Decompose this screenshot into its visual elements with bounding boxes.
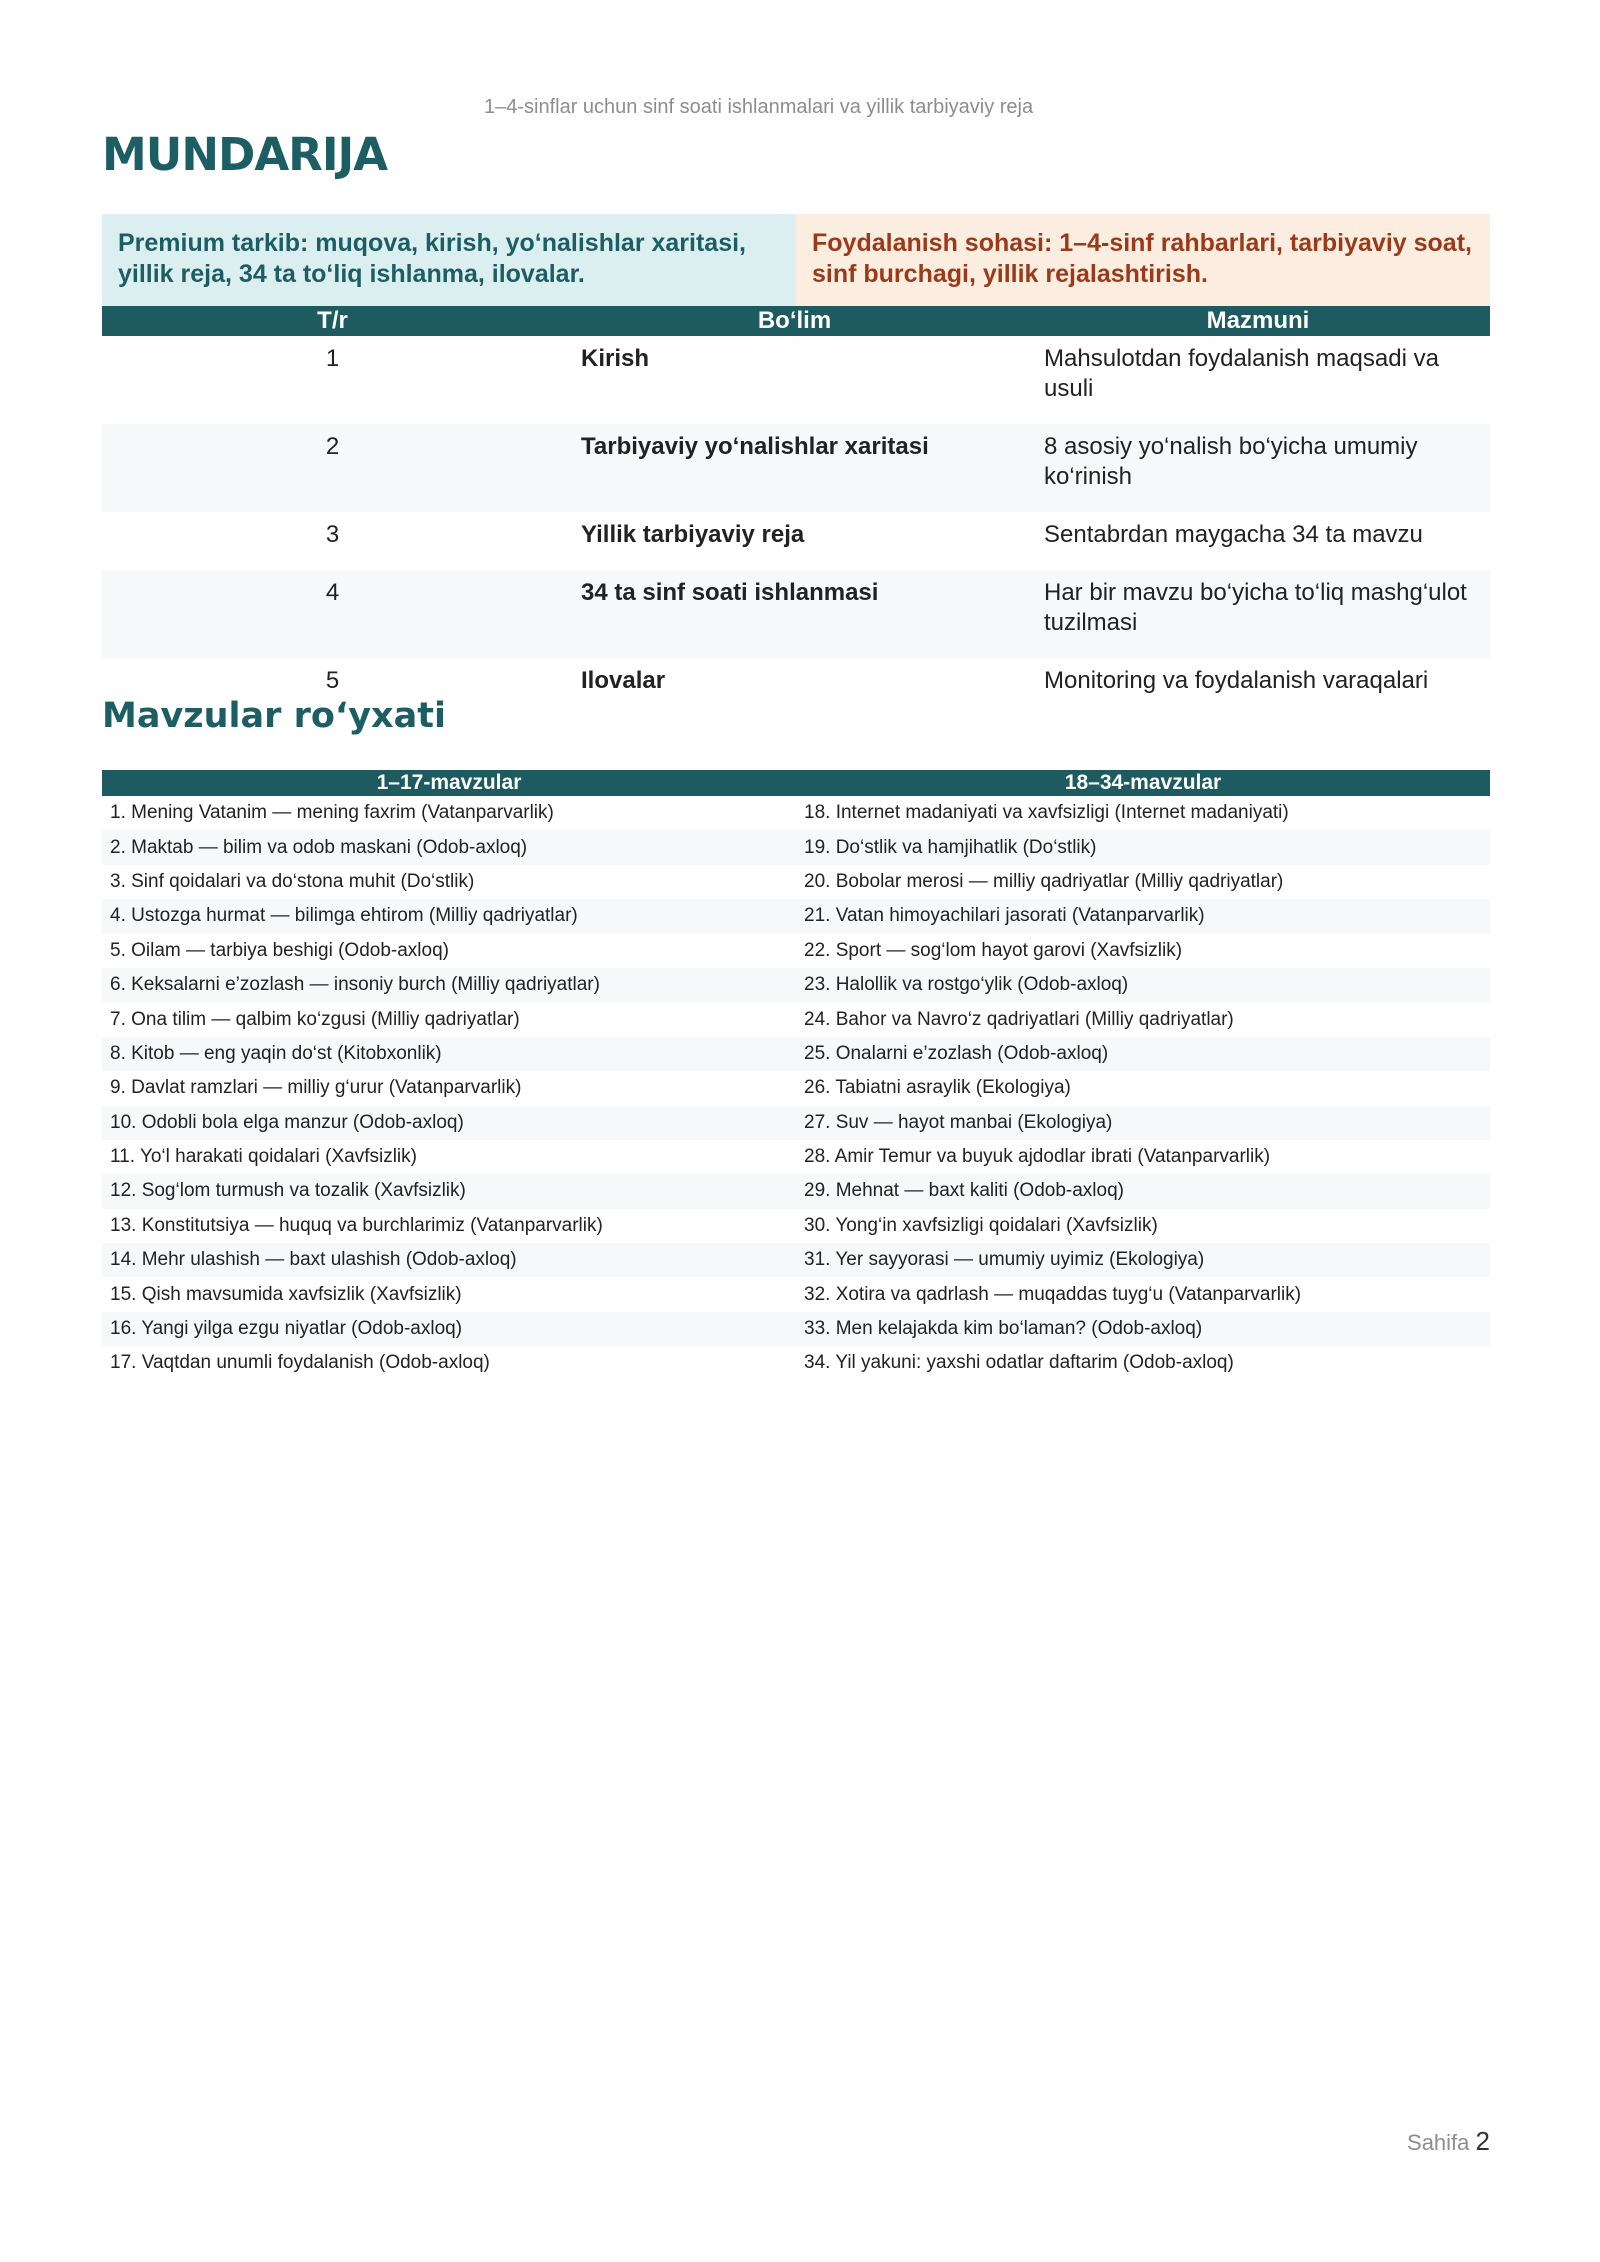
contents-table-header bbox=[102, 306, 1490, 336]
topic-item: 13. Konstitutsiya — huquq va burchlarimiz (Vatanparvarlik) bbox=[110, 1214, 603, 1236]
topic-item: 14. Mehr ulashish — baxt ulashish (Odob-axloq) bbox=[102, 1243, 796, 1277]
topic-item: 28. Amir Temur va buyuk ajdodlar ibrati (Vatanparvarlik) bbox=[804, 1146, 1271, 1168]
topic-item: 33. Men kelajakda kim bo‘laman? (Odob-axloq) bbox=[796, 1312, 1490, 1346]
row-section: Yillik tarbiyaviy reja bbox=[581, 521, 805, 548]
table-row bbox=[102, 424, 1490, 512]
topic-item: 26. Tabiatni asraylik (Ekologiya) bbox=[804, 1077, 1071, 1099]
table-row bbox=[102, 1071, 1490, 1105]
topic-item: 6. Keksalarni e’zozlash — insoniy burch (Milliy qadriyatlar) bbox=[102, 968, 796, 1002]
topic-item: 17. Vaqtdan unumli foydalanish (Odob-axloq) bbox=[110, 1352, 490, 1374]
table-row bbox=[102, 1106, 1490, 1140]
row-section: 34 ta sinf soati ishlanmasi bbox=[563, 570, 1026, 658]
topic-item: 30. Yong‘in xavfsizligi qoidalari (Xavfsizlik) bbox=[804, 1214, 1158, 1236]
row-number: 4 bbox=[102, 570, 563, 658]
topic-item: 3. Sinf qoidalari va do‘stona muhit (Do‘stlik) bbox=[110, 870, 475, 892]
row-content: Sentabrdan maygacha 34 ta mavzu bbox=[1044, 521, 1423, 548]
topic-item: 21. Vatan himoyachilari jasorati (Vatanparvarlik) bbox=[796, 899, 1490, 933]
row-section: Tarbiyaviy yo‘nalishlar xaritasi bbox=[563, 424, 1026, 512]
topic-item: 27. Suv — hayot manbai (Ekologiya) bbox=[796, 1106, 1490, 1140]
topic-item: 7. Ona tilim — qalbim ko‘zgusi (Milliy qadriyatlar) bbox=[110, 1008, 520, 1030]
row-section: Ilovalar bbox=[581, 667, 666, 694]
table-row bbox=[102, 796, 1490, 830]
table-row bbox=[102, 336, 1490, 424]
topics-heading: Mavzular ro‘yxati bbox=[102, 696, 446, 736]
table-row bbox=[102, 1002, 1490, 1036]
topic-item: 34. Yil yakuni: yaxshi odatlar daftarim (Odob-axloq) bbox=[804, 1352, 1234, 1374]
topic-item: 10. Odobli bola elga manzur (Odob-axloq) bbox=[102, 1106, 796, 1140]
table-row bbox=[102, 1037, 1490, 1071]
topics-table-header bbox=[102, 770, 1490, 796]
table-row bbox=[102, 968, 1490, 1002]
table-row bbox=[102, 570, 1490, 658]
topic-item: 5. Oilam — tarbiya beshigi (Odob-axloq) bbox=[110, 939, 449, 961]
topic-item: 24. Bahor va Navro‘z qadriyatlari (Milliy qadriyatlar) bbox=[804, 1008, 1234, 1030]
page-label: Sahifa bbox=[1407, 2130, 1470, 2155]
topic-item: 1. Mening Vatanim — mening faxrim (Vatanparvarlik) bbox=[110, 802, 554, 824]
topics-table bbox=[102, 770, 1490, 1381]
row-section: Kirish bbox=[581, 345, 650, 372]
topic-item: 12. Sog‘lom turmush va tozalik (Xavfsizlik) bbox=[102, 1174, 796, 1208]
row-number: 3 bbox=[325, 521, 340, 548]
topic-item: 18. Internet madaniyati va xavfsizligi (Internet madaniyati) bbox=[804, 802, 1289, 824]
topic-item: 22. Sport — sog‘lom hayot garovi (Xavfsizlik) bbox=[804, 939, 1183, 961]
topic-item: 19. Do‘stlik va hamjihatlik (Do‘stlik) bbox=[796, 830, 1490, 864]
row-content: 8 asosiy yo‘nalish bo‘yicha umumiy ko‘rinish bbox=[1026, 424, 1490, 512]
row-number: 2 bbox=[102, 424, 563, 512]
column-header-content: Mazmuni bbox=[1026, 306, 1490, 336]
page-footer bbox=[1407, 2126, 1490, 2157]
table-row bbox=[102, 512, 1490, 570]
column-header-section: Bo‘lim bbox=[563, 306, 1026, 336]
table-row bbox=[102, 1277, 1490, 1311]
row-content: Monitoring va foydalanish varaqalari bbox=[1044, 667, 1429, 694]
topic-item: 8. Kitob — eng yaqin do‘st (Kitobxonlik) bbox=[102, 1037, 796, 1071]
table-row bbox=[102, 1243, 1490, 1277]
table-row bbox=[102, 1346, 1490, 1380]
topic-item: 11. Yo‘l harakati qoidalari (Xavfsizlik) bbox=[110, 1146, 417, 1168]
topic-item: 32. Xotira va qadrlash — muqaddas tuyg‘u (Vatanparvarlik) bbox=[804, 1283, 1302, 1305]
row-number: 5 bbox=[325, 667, 340, 694]
table-row bbox=[102, 865, 1490, 899]
running-header: 1–4-sinflar uchun sinf soati ishlanmalari va yillik tarbiyaviy reja bbox=[484, 96, 1034, 118]
topic-item: 29. Mehnat — baxt kaliti (Odob-axloq) bbox=[796, 1174, 1490, 1208]
row-content: Har bir mavzu bo‘yicha to‘liq mashg‘ulot tuzilmasi bbox=[1026, 570, 1490, 658]
topic-item: 16. Yangi yilga ezgu niyatlar (Odob-axloq) bbox=[102, 1312, 796, 1346]
callout-premium-content: Premium tarkib: muqova, kirish, yo‘nalishlar xaritasi, yillik reja, 34 ta to‘liq ishlanma, ilovalar. bbox=[102, 214, 796, 306]
topic-item: 31. Yer sayyorasi — umumiy uyimiz (Ekologiya) bbox=[796, 1243, 1490, 1277]
table-row bbox=[102, 1312, 1490, 1346]
topic-item: 2. Maktab — bilim va odob maskani (Odob-axloq) bbox=[102, 830, 796, 864]
column-header-number: T/r bbox=[102, 306, 563, 336]
column-header-topics-18-34: 18–34-mavzular bbox=[796, 770, 1490, 796]
table-row bbox=[102, 1174, 1490, 1208]
row-content: Mahsulotdan foydalanish maqsadi va usuli bbox=[1044, 345, 1439, 402]
topic-item: 9. Davlat ramzlari — milliy g‘urur (Vatanparvarlik) bbox=[110, 1077, 522, 1099]
row-number: 1 bbox=[325, 345, 340, 372]
table-row bbox=[102, 830, 1490, 864]
topic-item: 4. Ustozga hurmat — bilimga ehtirom (Milliy qadriyatlar) bbox=[102, 899, 796, 933]
table-row bbox=[102, 1209, 1490, 1243]
topic-item: 20. Bobolar merosi — milliy qadriyatlar (Milliy qadriyatlar) bbox=[804, 870, 1284, 892]
callout-usage-scope: Foydalanish sohasi: 1–4-sinf rahbarlari, tarbiyaviy soat, sinf burchagi, yillik rejalashtirish. bbox=[796, 214, 1490, 306]
topic-item: 25. Onalarni e’zozlash (Odob-axloq) bbox=[796, 1037, 1490, 1071]
contents-table bbox=[102, 306, 1490, 716]
table-row bbox=[102, 934, 1490, 968]
topic-item: 15. Qish mavsumida xavfsizlik (Xavfsizlik) bbox=[110, 1283, 462, 1305]
page-title: MUNDARIJA bbox=[102, 128, 388, 181]
callout-bar bbox=[102, 214, 1490, 306]
page-number: 2 bbox=[1475, 2126, 1490, 2156]
table-row bbox=[102, 1140, 1490, 1174]
column-header-topics-1-17: 1–17-mavzular bbox=[102, 770, 796, 796]
table-row bbox=[102, 899, 1490, 933]
topic-item: 23. Halollik va rostgo‘ylik (Odob-axloq) bbox=[796, 968, 1490, 1002]
